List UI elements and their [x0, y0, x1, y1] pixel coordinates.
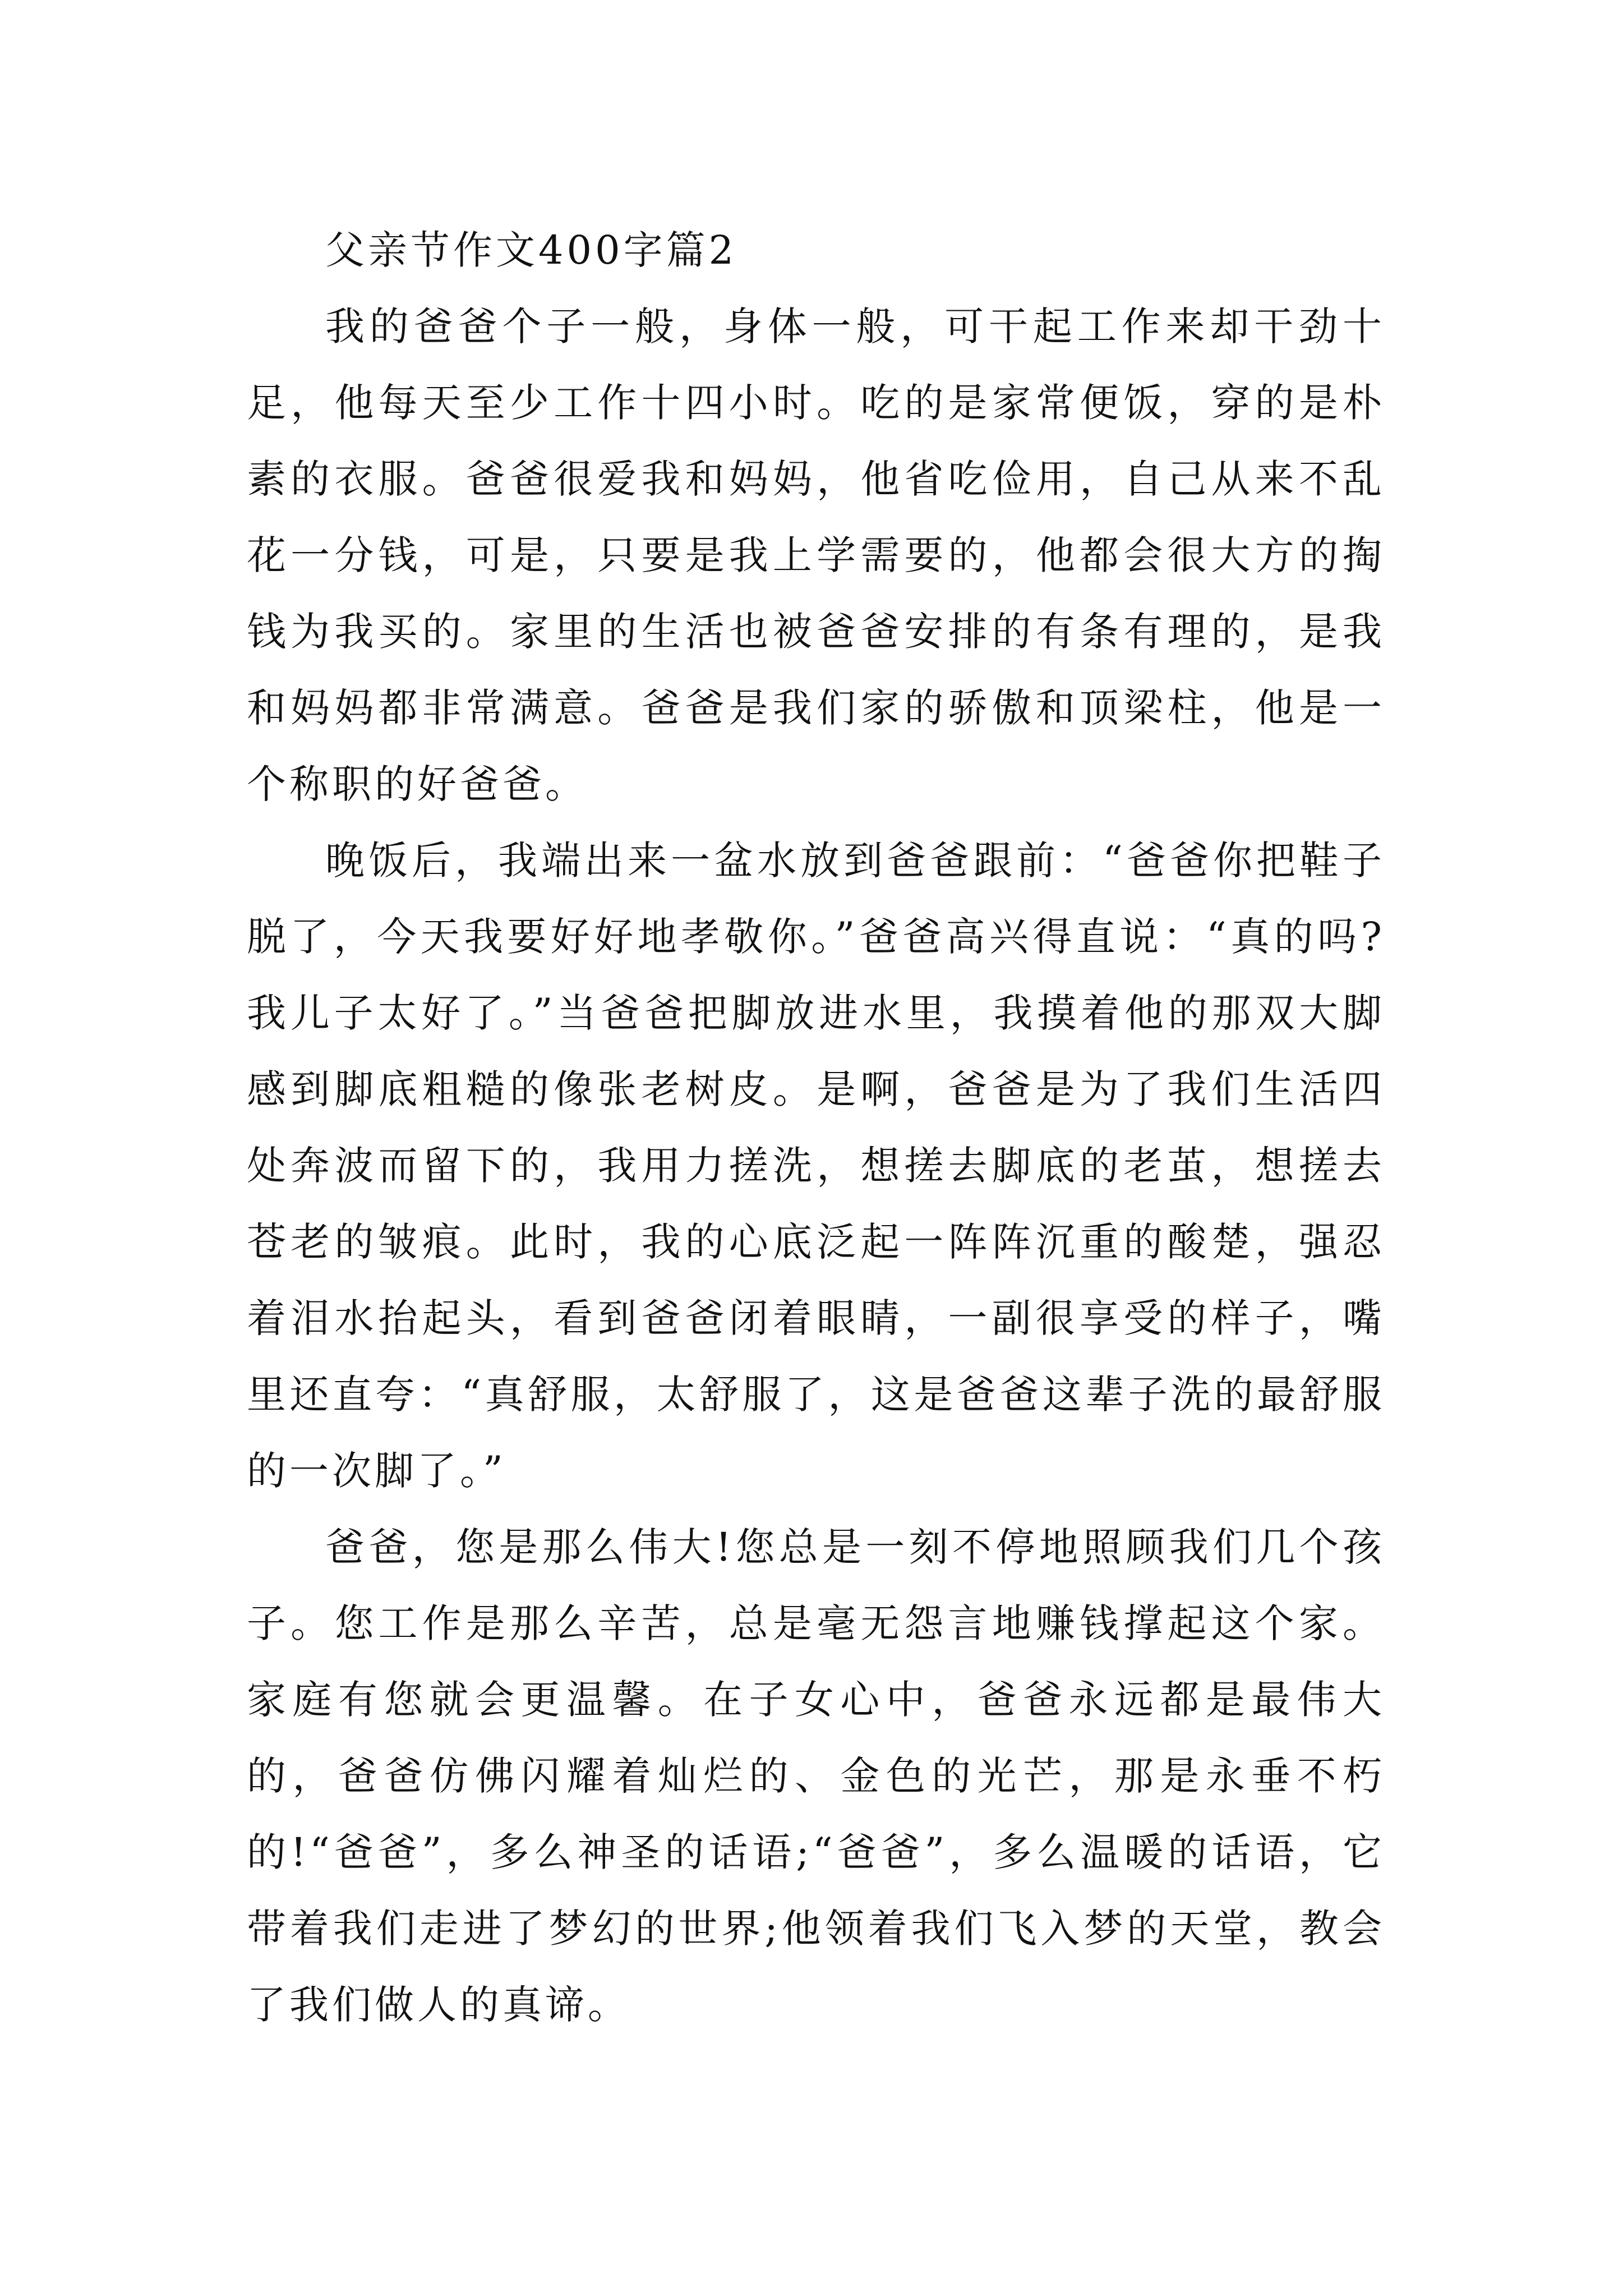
paragraph-3: 爸爸，您是那么伟大!您总是一刻不停地照顾我们几个孩子。您工作是那么辛苦，总是毫无怨言地赚钱撑起这个家。家庭有您就会更温馨。在子女心中，爸爸永远都是最伟大的，爸爸仿佛闪耀着灿烂的、金色的光芒，那是永垂不朽的!“爸爸”，多么神圣的话语;“爸爸”，多么温暖的话语，它带着我们走进了梦幻的世界;他领着我们飞入梦的天堂，教会了我们做人的真谛。 — [247, 1524, 1385, 2028]
document-body — [247, 212, 1385, 2043]
paragraph-2: 晚饭后，我端出来一盆水放到爸爸跟前：“爸爸你把鞋子脱了，今天我要好好地孝敬你。”爸爸高兴得直说：“真的吗?我儿子太好了。”当爸爸把脚放进水里，我摸着他的那双大脚感到脚底粗糙的像张老树皮。是啊，爸爸是为了我们生活四处奔波而留下的，我用力搓洗，想搓去脚底的老茧，想搓去苍老的皱痕。此时，我的心底泛起一阵阵沉重的酸楚，强忍着泪水抬起头，看到爸爸闭着眼睛，一副很享受的样子，嘴里还直夸：“真舒服，太舒服了，这是爸爸这辈子洗的最舒服的一次脚了。” — [247, 838, 1385, 1494]
essay-heading: 父亲节作文400字篇2 — [325, 227, 737, 273]
paragraph-1: 我的爸爸个子一般，身体一般，可干起工作来却干劲十足，他每天至少工作十四小时。吃的是家常便饭，穿的是朴素的衣服。爸爸很爱我和妈妈，他省吃俭用，自己从来不乱花一分钱，可是，只要是我上学需要的，他都会很大方的掏钱为我买的。家里的生活也被爸爸安排的有条有理的，是我和妈妈都非常满意。爸爸是我们家的骄傲和顶梁柱，他是一个称职的好爸爸。 — [247, 303, 1385, 807]
